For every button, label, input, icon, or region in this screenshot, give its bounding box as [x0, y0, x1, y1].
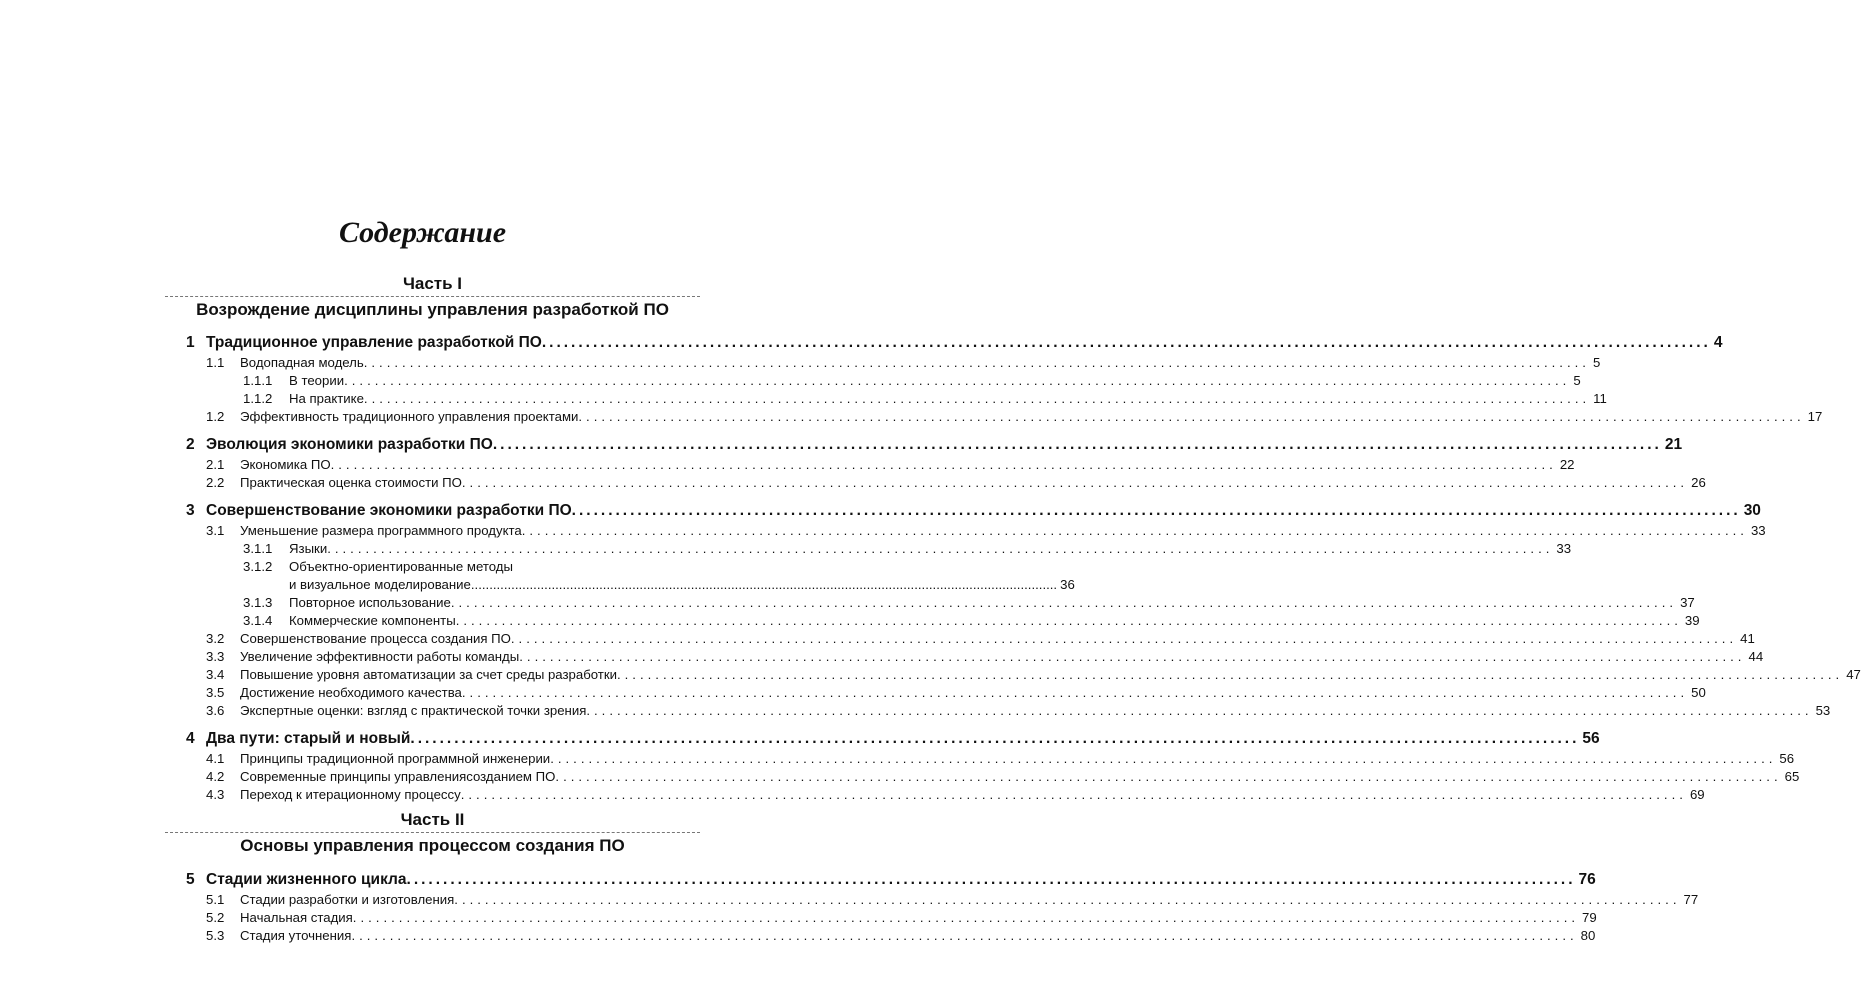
toc-part-1: [186, 332, 1861, 804]
entry-number: 3.3: [206, 649, 225, 664]
entry-number: 3: [186, 502, 195, 519]
entry-title: Повышение уровня автоматизации за счет среды разработки: [240, 667, 617, 682]
toc-entry-continuation[interactable]: [186, 576, 1075, 594]
entry-number: 4.3: [206, 787, 225, 802]
entry-number: 1.1.1: [243, 373, 273, 388]
dot-leader: ................................................................................................................................................................: [410, 730, 1580, 747]
dot-leader: ................................................................................................................................................................: [541, 334, 1711, 351]
entry-title: Стадии разработки и изготовления: [240, 892, 455, 907]
dot-leader: ................................................................................................................................................................: [521, 523, 1748, 538]
entry-title: Совершенствование экономики разработки ПО: [206, 502, 572, 519]
dot-leader: ................................................................................................................................................................: [461, 475, 1689, 490]
entry-title: Эффективность традиционного управления проектами: [240, 409, 579, 424]
entry-page: 4: [1713, 334, 1723, 351]
entry-page: 53: [1815, 703, 1831, 718]
entry-page: 30: [1743, 502, 1761, 519]
entry-title: Объектно-ориентированные методы: [289, 559, 513, 574]
entry-title: Коммерческие компоненты: [289, 613, 456, 628]
entry-number: 3.1.1: [243, 541, 273, 556]
entry-number: 2: [186, 436, 195, 453]
entry-title: Повторное использование: [289, 595, 451, 610]
entry-number: 4: [186, 730, 195, 747]
entry-title: Водопадная модель: [240, 355, 364, 370]
dot-leader: ................................................................................................................................................................: [344, 373, 1571, 388]
entry-number: 1.2: [206, 409, 225, 424]
dot-leader: ................................................................................................................................................................: [555, 769, 1782, 784]
dot-leader: ................................................................................................................................................................: [352, 910, 1580, 925]
entry-page: 21: [1664, 436, 1683, 453]
dot-leader: ................................................................................................................................................................: [578, 409, 1805, 424]
toc-section-1-1[interactable]: [186, 354, 1601, 372]
toc-section-2-2[interactable]: [186, 474, 1706, 492]
part-1-title: Возрождение дисциплины управления разработкой ПО: [196, 300, 669, 319]
dot-leader: ................................................................................................................................................................: [454, 892, 1681, 907]
entry-number: 3.1.2: [243, 559, 273, 574]
toc-section-1-1-1[interactable]: [186, 372, 1581, 390]
toc-section-3-2[interactable]: [186, 630, 1755, 648]
entry-number: 1.1: [206, 355, 225, 370]
entry-page: 26: [1691, 475, 1706, 490]
entry-page: 37: [1680, 595, 1695, 610]
dot-leader: ................................................................................................................................................................: [330, 457, 1557, 472]
entry-number: 4.2: [206, 769, 225, 784]
toc-section-4-2[interactable]: [186, 768, 1800, 786]
entry-title: Увеличение эффективности работы команды: [240, 649, 520, 664]
toc-section-4-1[interactable]: [186, 750, 1795, 768]
entry-title: Переход к итерационному процессу: [240, 787, 461, 802]
dot-leader: ................................................................................................................................................................: [571, 502, 1741, 519]
entry-title: Совершенствование процесса создания ПО: [240, 631, 511, 646]
entry-page: 39: [1684, 613, 1700, 628]
dot-leader: ................................................................................................................................................................: [450, 595, 1678, 610]
entry-page: 77: [1683, 892, 1699, 907]
entry-page: 11: [1593, 391, 1607, 406]
dot-leader: ................................................................................................................................................................: [461, 685, 1689, 700]
toc-chapter-1[interactable]: [186, 332, 1723, 354]
entry-title: Практическая оценка стоимости ПО: [240, 475, 462, 490]
toc-chapter-5[interactable]: [186, 869, 1596, 891]
dot-leader: ................................................................................................................................................................: [363, 391, 1591, 406]
entry-page: 56: [1582, 730, 1600, 747]
entry-title: и визуальное моделирование: [289, 577, 471, 592]
toc-section-3-6[interactable]: [186, 702, 1831, 720]
toc-section-1-2[interactable]: [186, 408, 1823, 426]
entry-number: 3.1.4: [243, 613, 273, 628]
toc-section-5-2[interactable]: [186, 909, 1597, 927]
entry-title: Языки: [289, 541, 328, 556]
entry-number: 5.2: [206, 910, 225, 925]
entry-title: Экономика ПО: [240, 457, 331, 472]
entry-page: 33: [1556, 541, 1572, 556]
entry-page: 41: [1740, 631, 1755, 646]
entry-page: 50: [1691, 685, 1706, 700]
dot-leader: ................................................................................................................................................................: [510, 631, 1738, 646]
entry-page: 47: [1846, 667, 1861, 682]
dot-leader: ................................................................................................................................................................: [470, 577, 1058, 592]
toc-section-3-4[interactable]: [186, 666, 1861, 684]
entry-title: Два пути: старый и новый: [206, 730, 411, 747]
entry-title: Стадии жизненного цикла: [206, 871, 407, 888]
entry-page: 69: [1689, 787, 1705, 802]
entry-number: 3.1: [206, 523, 225, 538]
toc-section-1-1-2[interactable]: [186, 390, 1607, 408]
entry-title: Достижение необходимого качества: [240, 685, 462, 700]
toc-section-3-1[interactable]: [186, 522, 1766, 540]
toc-section-5-1[interactable]: [186, 891, 1699, 909]
dot-leader: ................................................................................................................................................................: [406, 871, 1576, 888]
toc-part-2: [186, 869, 1699, 945]
entry-page: 80: [1580, 928, 1596, 943]
dot-leader: ................................................................................................................................................................: [363, 355, 1590, 370]
toc-section-3-1-3[interactable]: [186, 594, 1695, 612]
part-2-title: Основы управления процессом создания ПО: [240, 836, 625, 855]
dot-leader: ................................................................................................................................................................: [492, 436, 1662, 453]
entry-title: Эволюция экономики разработки ПО: [206, 436, 493, 453]
entry-number: 3.1.3: [243, 595, 273, 610]
entry-page: 17: [1807, 409, 1823, 424]
toc-section-3-1-4[interactable]: [186, 612, 1700, 630]
part-2-number: Часть II: [400, 810, 465, 829]
entry-page: 76: [1578, 871, 1596, 888]
entry-page: 56: [1779, 751, 1795, 766]
dot-leader: ................................................................................................................................................................: [616, 667, 1844, 682]
part-2-header: [165, 808, 700, 859]
toc-section-4-3[interactable]: [186, 786, 1705, 804]
entry-number: 3.6: [206, 703, 225, 718]
entry-title: Принципы традиционной программной инженерии: [240, 751, 551, 766]
entry-page: 22: [1559, 457, 1575, 472]
entry-page: 5: [1592, 355, 1601, 370]
part-1-number: Часть I: [402, 274, 463, 293]
entry-title: В теории: [289, 373, 345, 388]
dot-leader: ................................................................................................................................................................: [519, 649, 1746, 664]
toc-section-3-5[interactable]: [186, 684, 1706, 702]
entry-number: 5.3: [206, 928, 225, 943]
entry-title: Уменьшение размера программного продукта: [240, 523, 522, 538]
entry-title: Начальная стадия: [240, 910, 353, 925]
part-1-header: [165, 272, 700, 323]
entry-number: 1.1.2: [243, 391, 273, 406]
entry-number: 5.1: [206, 892, 225, 907]
entry-page: 5: [1573, 373, 1581, 388]
entry-title: Стадия уточнения: [240, 928, 352, 943]
dot-leader: ................................................................................................................................................................: [351, 928, 1578, 943]
dot-leader: ................................................................................................................................................................: [460, 787, 1687, 802]
entry-number: 1: [186, 334, 195, 351]
entry-number: 3.2: [206, 631, 225, 646]
entry-title: Экспертные оценки: взгляд с практической точки зрения: [240, 703, 587, 718]
dot-leader: ................................................................................................................................................................: [550, 751, 1777, 766]
entry-title: Современные принципы управлениясозданием ПО: [240, 769, 556, 784]
dot-leader: ................................................................................................................................................................: [455, 613, 1682, 628]
toc-section-3-3[interactable]: [186, 648, 1764, 666]
entry-title: На практике: [289, 391, 364, 406]
entry-number: 4.1: [206, 751, 225, 766]
dot-leader: ................................................................................................................................................................: [327, 541, 1554, 556]
entry-page: 44: [1748, 649, 1764, 664]
toc-section-3-1-1[interactable]: [186, 540, 1572, 558]
entry-number: 3.4: [206, 667, 225, 682]
toc-chapter-2[interactable]: [186, 434, 1683, 456]
dot-leader: ................................................................................................................................................................: [586, 703, 1813, 718]
toc-chapter-3[interactable]: [186, 500, 1761, 522]
entry-page: 33: [1750, 523, 1766, 538]
entry-page: 79: [1582, 910, 1597, 925]
entry-page: 65: [1784, 769, 1800, 784]
entry-title: Традиционное управление разработкой ПО: [206, 334, 542, 351]
toc-chapter-4[interactable]: [186, 728, 1600, 750]
toc-section-2-1[interactable]: [186, 456, 1575, 474]
toc-section-3-1-2[interactable]: [186, 558, 692, 576]
entry-number: 2.2: [206, 475, 225, 490]
entry-number: 2.1: [206, 457, 225, 472]
entry-number: 3.5: [206, 685, 225, 700]
entry-number: 5: [186, 871, 195, 888]
entry-page: 36: [1060, 577, 1075, 592]
document-title: Содержание: [338, 216, 507, 249]
toc-section-5-3[interactable]: [186, 927, 1596, 945]
